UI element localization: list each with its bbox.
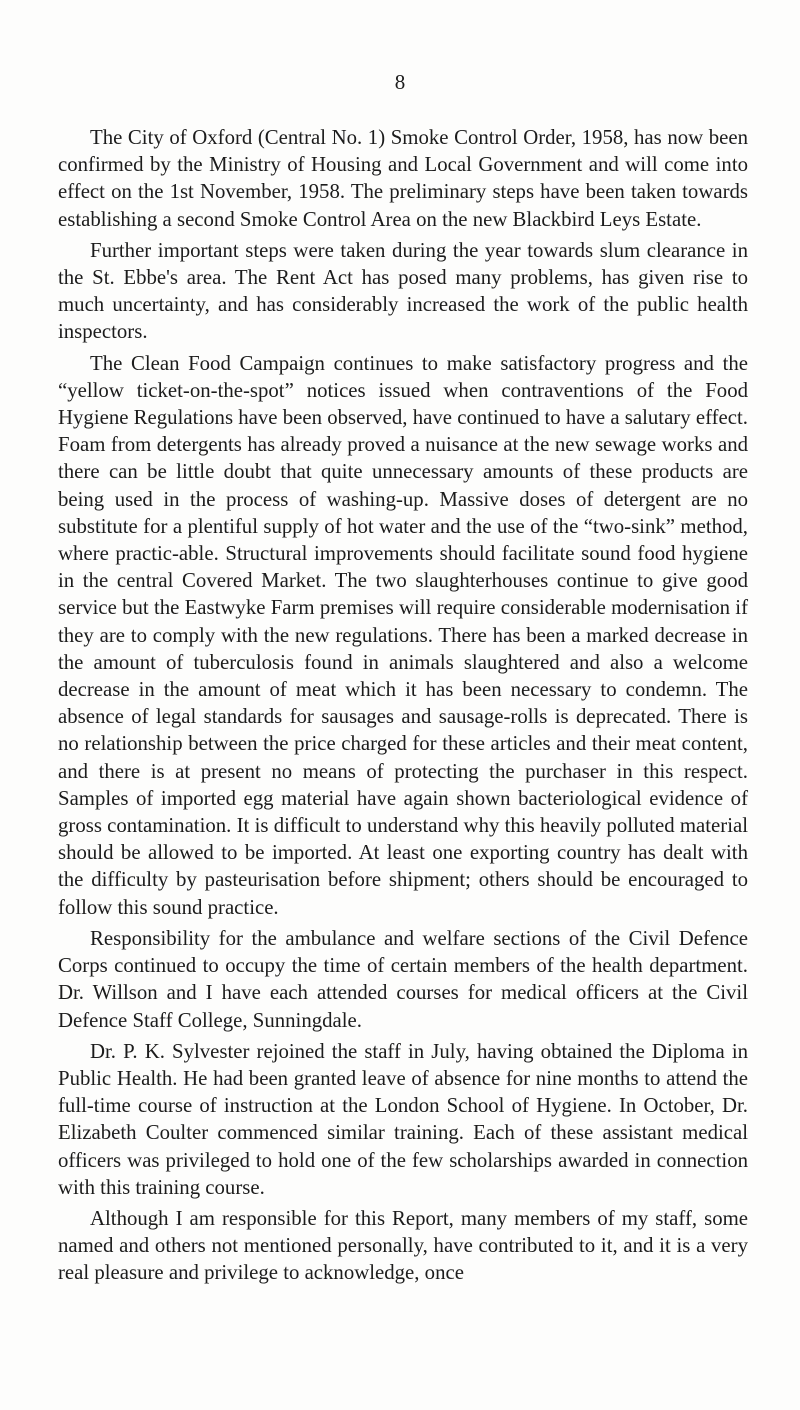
page-number: 8 xyxy=(394,70,406,94)
paragraph-civil-defence: Responsibility for the ambulance and welfare sections of the Civil Defence Corps continued to occupy the time of certain members of the health department. Dr. Willson and I have each attended courses for medical officers at the Civil Defence Staff College, Sunningdale. xyxy=(58,926,748,1032)
paragraph-acknowledgement: Although I am responsible for this Report, many members of my staff, some named and others not mentioned personally, have contributed to it, and it is a very real pleasure and privilege to acknowledge, once xyxy=(58,1206,748,1285)
paragraph-slum-clearance: Further important steps were taken during the year towards slum clearance in the St. Ebbe's area. The Rent Act has posed many problems, has given rise to much uncertainty, and has considerably increased the work of the public health inspectors. xyxy=(58,238,748,344)
paragraph-smoke-control: The City of Oxford (Central No. 1) Smoke Control Order, 1958, has now been confirmed by the Ministry of Housing and Local Government and will come into effect on the 1st November, 1958. The preliminary steps have been taken towards establishing a second Smoke Control Area on the new Blackbird Leys Estate. xyxy=(58,126,748,231)
report-body xyxy=(58,124,748,1291)
paragraph-clean-food: The Clean Food Campaign continues to make satisfactory progress and the “yellow ticket-on-the-spot” notices issued when contraventions of the Food Hygiene Regulations have been observed, have continued to have a salutary effect. Foam from detergents has already proved a nuisance at the new sewage works and there can be little doubt that quite unnecessary amounts of these products are being used in the process of washing-up. Massive doses of detergent are no substitute for a plentiful supply of hot water and the use of the “two-sink” method, where practic-able. Structural improvements should facilitate sound food hygiene in the central Covered Market. The two slaughterhouses continue to give good service but the Eastwyke Farm premises will require considerable modernisation if they are to comply with the new regulations. There has been a marked decrease in the amount of tuberculosis found in animals slaughtered and also a welcome decrease in the amount of meat which it has been necessary to condemn. The absence of legal standards for sausages and sausage-rolls is deprecated. There is no relationship between the price charged for these articles and their meat content, and there is at present no means of protecting the purchaser in this respect. Samples of imported egg material have again shown bacteriological evidence of gross contamination. It is difficult to understand why this heavily polluted material should be allowed to be imported. At least one exporting country has dealt with the difficulty by pasteurisation before shipment; others should be encouraged to follow this sound practice. xyxy=(58,351,748,919)
paragraph-staff-training: Dr. P. K. Sylvester rejoined the staff in July, having obtained the Diploma in Public Health. He had been granted leave of absence for nine months to attend the full-time course of instruction at the London School of Hygiene. In October, Dr. Elizabeth Coulter commenced similar training. Each of these assistant medical officers was privileged to hold one of the few scholarships awarded in connection with this training course. xyxy=(58,1039,748,1199)
